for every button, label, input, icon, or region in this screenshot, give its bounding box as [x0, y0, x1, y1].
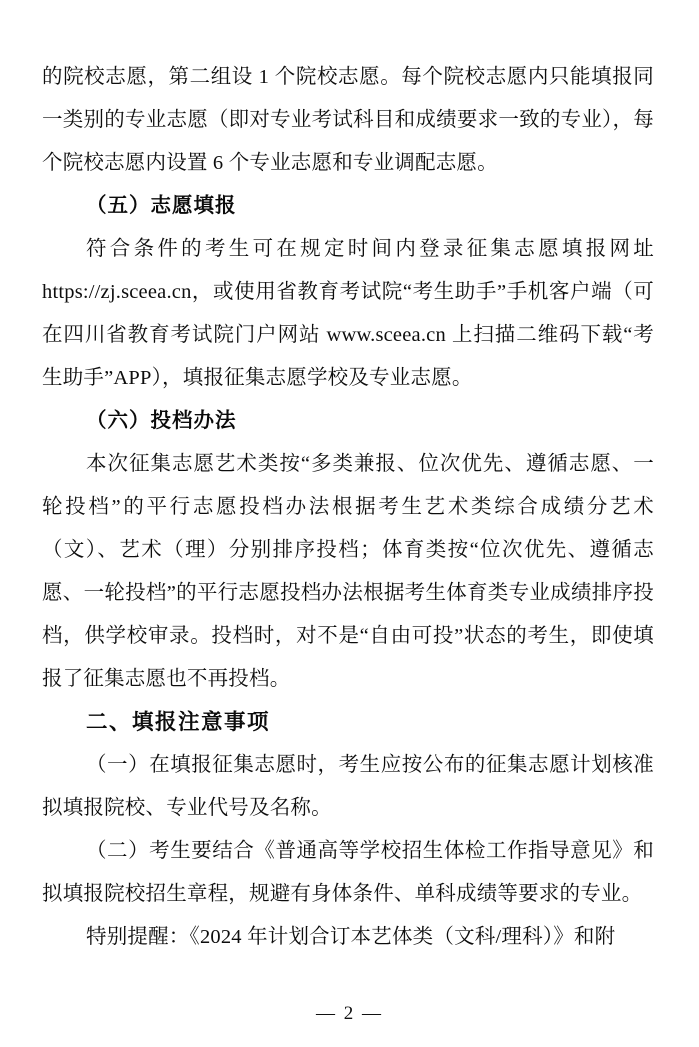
heading-section-six: （六）投档办法 [86, 410, 237, 432]
paragraph-continued: 的院校志愿，第二组设 1 个院校志愿。每个院校志愿内只能填报同一类别的专业志愿（即对专业考试科目和成绩要求一致的专业），每个院校志愿内设置 6 个专业志愿和专业调配志愿。 [42, 66, 654, 174]
page-number: — 2 — [316, 1003, 383, 1024]
paragraph-volunteer-filling: 符合条件的考生可在规定时间内登录征集志愿填报网址 https://zj.sceea.cn，或使用省教育考试院“考生助手”手机客户端（可在四川省教育考试院门户网站 www.sceea.cn 上扫描二维码下载“考生助手”APP），填报征集志愿学校及专业志愿。 [42, 238, 654, 389]
paragraph-note-three: 特别提醒：《2024 年计划合订本艺体类（文科/理科）》和附 [86, 926, 616, 948]
heading-section-five: （五）志愿填报 [86, 195, 237, 217]
document-body [42, 56, 654, 959]
paragraph-note-two: （二）考生要结合《普通高等学校招生体检工作指导意见》和拟填报院校招生章程，规避有身体条件、单科成绩等要求的专业。 [42, 840, 654, 905]
paragraph-admission-method: 本次征集志愿艺术类按“多类兼报、位次优先、遵循志愿、一轮投档”的平行志愿投档办法根据考生艺术类综合成绩分艺术（文）、艺术（理）分别排序投档；体育类按“位次优先、遵循志愿、一轮投档”的平行志愿投档办法根据考生体育类专业成绩排序投档，供学校审录。投档时，对不是“自由可投”状态的考生，即使填报了征集志愿也不再投档。 [42, 453, 654, 690]
heading-section-two: 二、填报注意事项 [86, 710, 271, 734]
paragraph-note-one: （一）在填报征集志愿时，考生应按公布的征集志愿计划核准拟填报院校、专业代号及名称。 [42, 754, 654, 819]
page-footer [0, 1003, 699, 1025]
